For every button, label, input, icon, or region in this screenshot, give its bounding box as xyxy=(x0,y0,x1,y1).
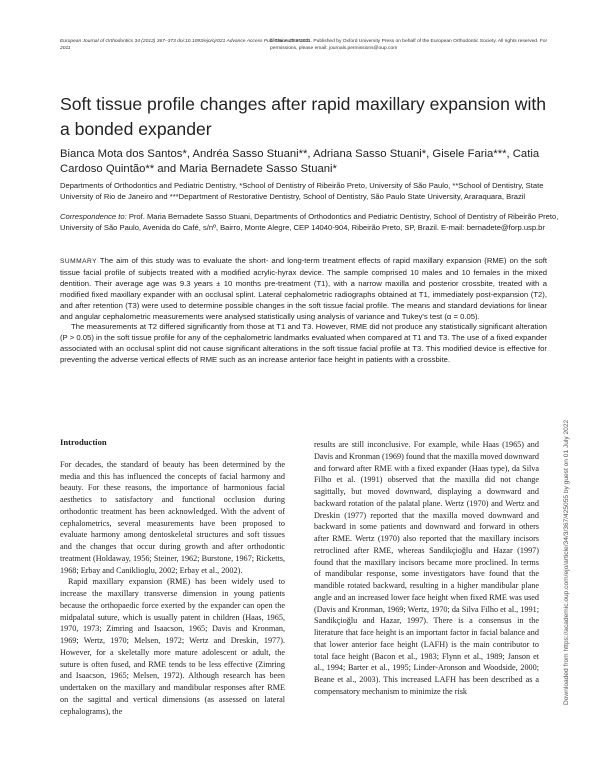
body-column-left xyxy=(60,437,285,717)
article-title: Soft tissue profile changes after rapid maxillary expansion with a bonded expander xyxy=(60,94,547,139)
correspondence-text: Prof. Maria Bernadete Sasso Stuani, Departments of Orthodontics and Pediatric Dentistry, School of Dentistry of Ribeirão Preto, University of São Paulo, Avenida do Café, s/nº, Bairro, Monte Alegre, CEP 14040-904, Ribeirão Preto, SP, Brazil. E-mail: bernadete@forp.usp.br xyxy=(60,212,559,232)
correspondence xyxy=(60,211,560,233)
affiliations: Departments of Orthodontics and Pediatric Dentistry, *School of Dentistry of Ribeirão Preto, University of São Paulo, **School of Dentistry, State University of Rio de Janeiro and ***Department of Restorative Dentistry, School of Dentistry, São Paulo State University, Araraquara, Brazil xyxy=(60,181,544,201)
copyright-notice: © The Author 2011. Published by Oxford University Press on behalf of the European Orthodontic Society. All rights reserved. For permissions, please email: journals.permissions@oup.com xyxy=(270,39,548,51)
body-paragraph: Rapid maxillary expansion (RME) has been widely used to increase the maxillary transverse dimension in young patients because the orthopaedic force exerted by the expander can open the midpalatal suture, which is usually patent in children (Haas, 1965, 1970, 1973; Zimring and Isaacson, 1965; Davis and Kronman, 1969; Wertz, 1970; Melsen, 1972; Wertz and Dreskin, 1977). However, for a skeletally more mature adolescent or adult, the suture is often fused, and RME tends to be less effective (Zimring and Isaacson, 1965; Melsen, 1972). Although research has been undertaken on the maxillary and mandibular responses after RME on the sagittal and vertical dimensions (as assessed on lateral cephalograms), the xyxy=(60,577,285,716)
body-column-right xyxy=(314,439,539,698)
abstract-text-1: The aim of this study was to evaluate the short- and long-term treatment effects of rapid maxillary expansion (RME) on the soft tissue facial profile of subjects treated with a modified acrylic-hyrax device. The sample comprised 10 males and 10 females in the mixed dentition. Their average age was 9.3 years ± 10 months pre-treatment (T1), with a narrow maxilla and posterior crossbite, treated with a modified fixed maxillary expander with an occlusal splint. Lateral cephalometric radiographs obtained at T1, immediately post-expansion (T2), and after retention (T3) were used to determine possible changes in the soft tissue facial profile. The means and standard deviations for linear and angular cephalometric measurements were analysed statistically using analysis of variance and Tukey's test (α = 0.05). xyxy=(60,256,547,321)
section-heading: Introduction xyxy=(60,437,107,447)
correspondence-label: Correspondence to: xyxy=(60,212,127,221)
abstract xyxy=(60,256,547,366)
journal-citation: European Journal of Orthodontics 34 (2012) 367–373 doi:10.1093/ejo/cjr021 Advance Access Publication 23 March 2011 xyxy=(60,39,310,51)
download-watermark: Downloaded from https://academic.oup.com/ejo/article/34/3/367/425055 by guest on 01 July 2022 xyxy=(563,419,570,705)
abstract-paragraph-2: The measurements at T2 differed significantly from those at T1 and T3. However, RME did not produce any statistically significant alteration (P > 0.05) in the soft tissue profile for any of the cephalometric landmarks evaluated when compared at T1 and T3. The use of a fixed expander associated with an occlusal splint did not cause significant alterations in the soft tissue facial profile at T3. This modified device is effective for preventing the adverse vertical effects of RME such as an increase anterior face height in patients with a crossbite. xyxy=(60,322,547,365)
abstract-label: SUMMARY xyxy=(60,258,98,265)
body-paragraph: For decades, the standard of beauty has been determined by the media and this has influenced the concepts of facial harmony and beauty. For these reasons, the importance of harmonious facial aesthetics to satisfactory and functional occlusion during orthodontic treatment has been acknowledged. With the advent of cephalometrics, several measurements have been proposed to evaluate harmony among dentoskeletal structures and soft tissues and the changes that occur during growth and after orthodontic treatment (Holdaway, 1956; Steiner, 1962; Burstone, 1967; Ricketts, 1968; Erbay and Caniklioglu, 2002; Erbay et al., 2002). xyxy=(60,459,285,575)
body-paragraph: results are still inconclusive. For example, while Haas (1965) and Davis and Kronman (1969) found that the maxilla moved downward and forward after RME with a fixed expander (Haas type), da Silva Filho et al. (1991) observed that the maxilla did not change sagittally, but moved downward, displaying a downward and backward rotation of the palatal plane. Wertz (1970) and Wertz and Dreskin (1977) reported that the maxilla moved downward and backward in some patients and downward and forward in others after RME. Wertz (1970) also reported that the maxillary incisors retroclined after RME, whereas Sandikçioğlu and Hazar (1997) found that the maxillary incisors became more proclined. In terms of mandibular response, some investigators have found that the mandible rotated backward, resulting in a higher mandibular plane angle and an increased lower face height when fixed RME was used (Davis and Kronman, 1969; Wertz, 1970; da Silva Filho et al., 1991; Sandikçioğlu and Hazar, 1997). There is a consensus in the literature that face height is an important factor in facial balance and that lower anterior face height (LAFH) is the main contributor to total face height (Bacon et al., 1983; Flynn et al., 1989; Janson et al., 1994; Barter et al., 1995; Linder-Aronson and Woodside, 2000; Beane et al., 2003). This increased LAFH has been described as a compensatory mechanism to minimize the risk xyxy=(314,440,539,696)
author-list: Bianca Mota dos Santos*, Andréa Sasso Stuani**, Adriana Sasso Stuani*, Gisele Faria***, Catia Cardoso Quintão** and Maria Bernadete Sasso Stuani* xyxy=(60,148,540,175)
abstract-paragraph-1 xyxy=(60,256,547,322)
